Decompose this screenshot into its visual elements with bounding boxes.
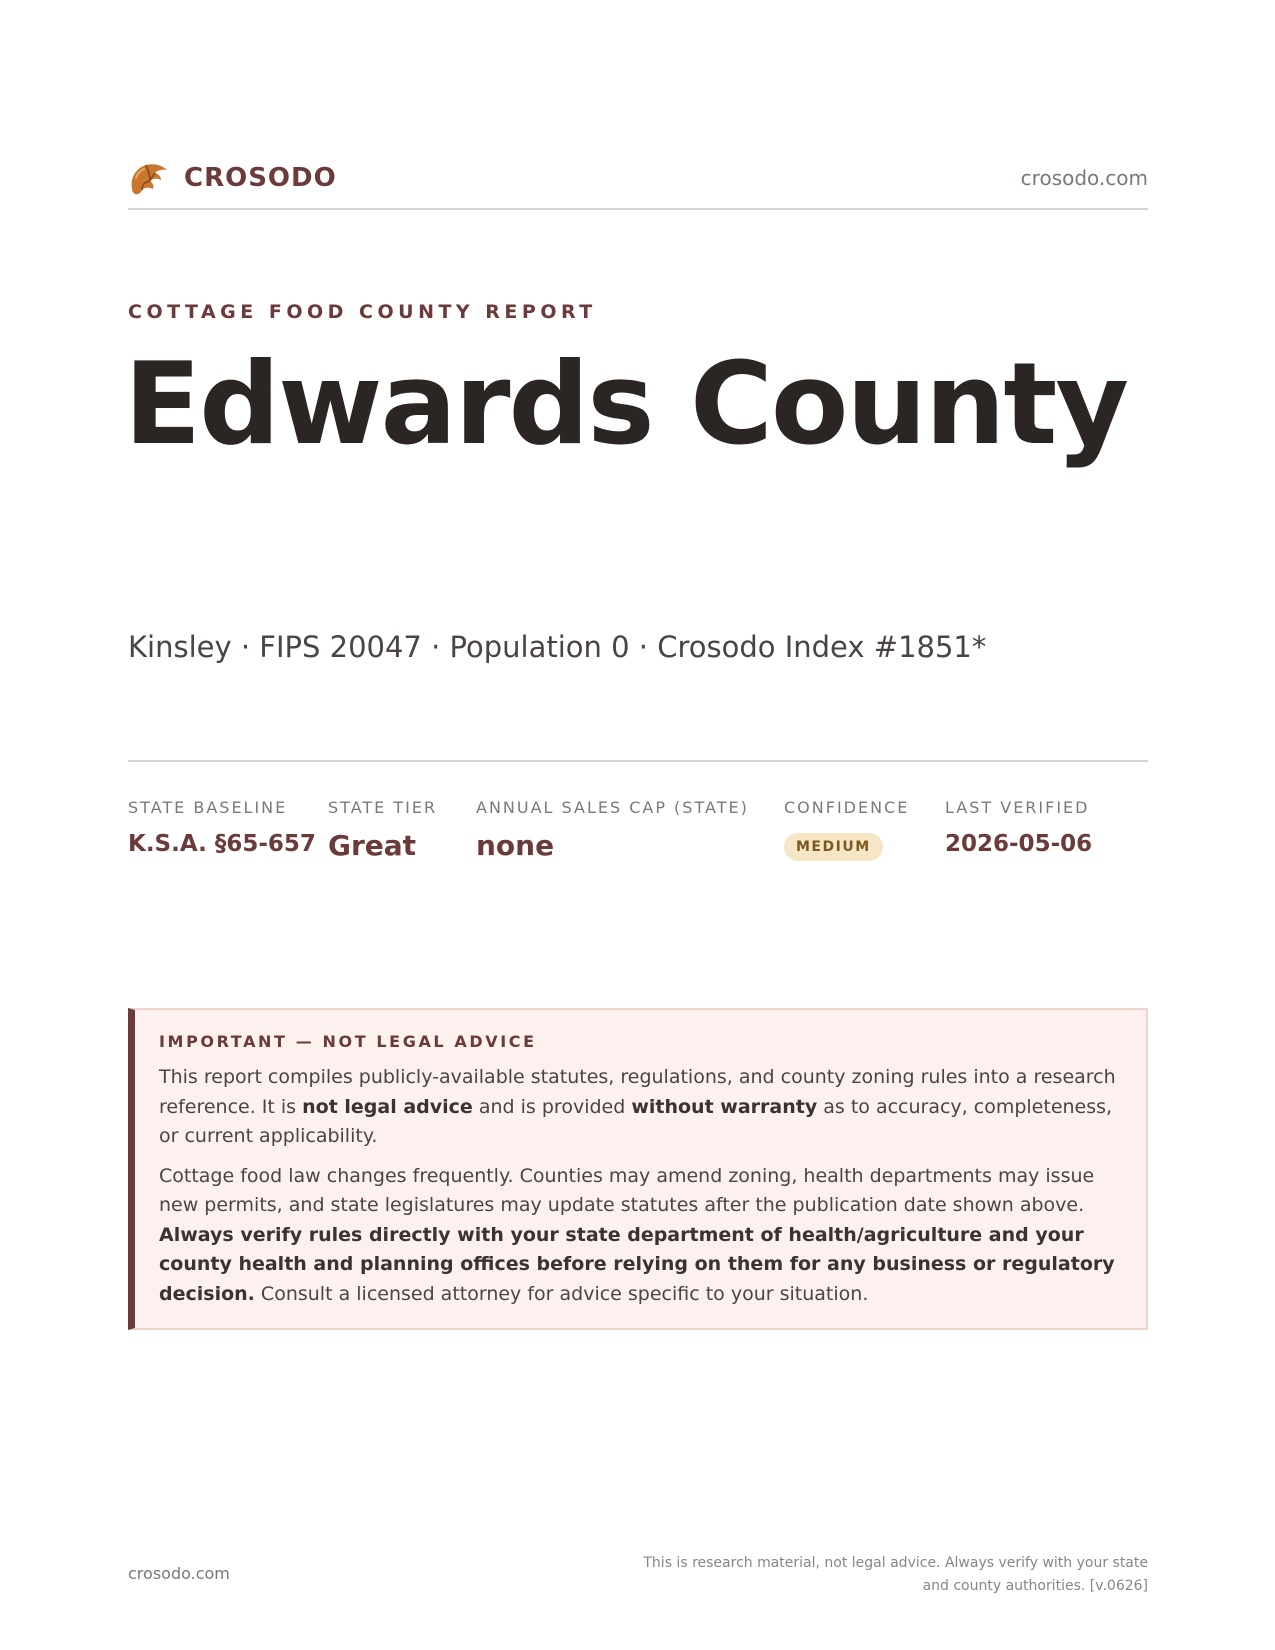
brand-name: CROSODO xyxy=(184,163,337,193)
croissant-icon xyxy=(128,158,170,198)
report-eyebrow: COTTAGE FOOD COUNTY REPORT xyxy=(128,301,597,323)
notice-paragraph-1 xyxy=(159,1063,1122,1152)
fact-label: STATE BASELINE xyxy=(128,798,288,817)
fact-last-verified xyxy=(945,798,1092,857)
notice-text: This report compiles publicly-available statutes, regulations, and county zoning rules into a research reference. It is xyxy=(159,1066,1116,1118)
notice-text: Consult a licensed attorney for advice specific to your situation. xyxy=(254,1282,869,1305)
fact-value: K.S.A. §65-657 xyxy=(128,831,316,857)
fact-value: 2026-05-06 xyxy=(945,831,1093,857)
fact-label: LAST VERIFIED xyxy=(945,798,1090,817)
fact-label: STATE TIER xyxy=(328,798,438,817)
notice-text: as to accuracy, completeness, or current applicability. xyxy=(159,1095,1113,1147)
notice-text: and is provided xyxy=(472,1095,632,1118)
section-divider xyxy=(128,760,1148,762)
legal-notice xyxy=(128,1008,1148,1330)
page-header xyxy=(128,158,1148,210)
footer-site-link[interactable]: crosodo.com xyxy=(128,1564,230,1583)
notice-text: Cottage food law changes frequently. Counties may amend zoning, health departments may issue new permits, and state legislatures may update statutes after the publication date shown above. xyxy=(159,1164,1095,1216)
brand xyxy=(128,158,337,198)
county-subline: Kinsley · FIPS 20047 · Population 0 · Crosodo Index #1851* xyxy=(128,630,987,664)
fact-value: Great xyxy=(328,829,417,862)
fact-state-tier xyxy=(328,798,437,862)
footer-disclaimer-line: This is research material, not legal advice. Always verify with your state xyxy=(643,1555,1148,1571)
fact-confidence xyxy=(784,798,909,861)
fact-label: ANNUAL SALES CAP (STATE) xyxy=(476,798,749,817)
fact-annual-sales-cap xyxy=(476,798,749,862)
footer-disclaimer xyxy=(608,1552,1148,1598)
header-site-link[interactable]: crosodo.com xyxy=(1020,166,1148,190)
notice-paragraph-2 xyxy=(159,1162,1122,1310)
fact-state-baseline xyxy=(128,798,316,857)
confidence-badge: MEDIUM xyxy=(784,833,883,861)
notice-emphasis: Always verify rules directly with your state department of health/agriculture and your county health and planning offices before relying on them for any business or regulatory decision. xyxy=(159,1223,1115,1305)
notice-title: IMPORTANT — NOT LEGAL ADVICE xyxy=(159,1032,537,1051)
notice-emphasis: not legal advice xyxy=(302,1095,473,1118)
page-title: Edwards County xyxy=(124,338,1128,470)
fact-label: CONFIDENCE xyxy=(784,798,910,817)
footer-disclaimer-line: and county authorities. [v.0626] xyxy=(922,1578,1148,1594)
notice-emphasis: without warranty xyxy=(631,1095,818,1118)
fact-value: none xyxy=(476,829,555,862)
